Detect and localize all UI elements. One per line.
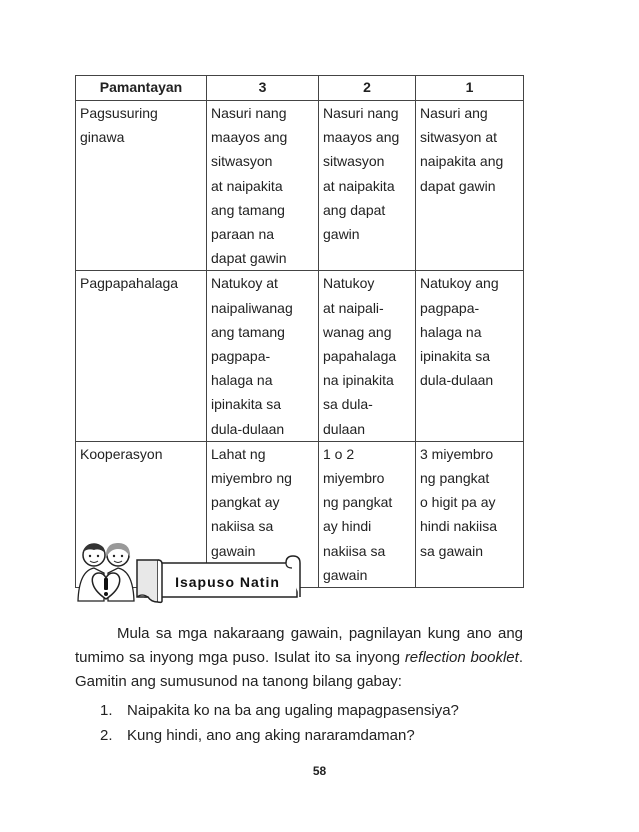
rubric-cell-criterion: [76, 101, 207, 271]
header-score-3: 3: [207, 76, 319, 101]
cell-line: halaga na: [211, 372, 273, 389]
cell-line: Natukoy ang: [420, 275, 499, 292]
cell-line: nakiisa sa: [323, 542, 386, 559]
header-score-1: 1: [416, 76, 524, 101]
rubric-cell-score3: [207, 271, 319, 441]
rubric-cell-score2: [319, 101, 416, 271]
cell-line: dulaan: [323, 420, 366, 437]
cell-line: ginawa: [80, 129, 125, 146]
cell-line: at naipakita: [323, 177, 395, 194]
cell-line: sitwasyon: [211, 153, 273, 170]
cell-line: ng pangkat: [323, 494, 393, 511]
rubric-cell-criterion: [76, 271, 207, 441]
rubric-cell-score2: [319, 441, 416, 587]
question-number: 2.: [100, 727, 113, 744]
cell-line: maayos ang: [211, 129, 288, 146]
cell-line: 3 miyembro: [420, 445, 494, 462]
rubric-row: [76, 271, 524, 441]
cell-line: paraan na: [211, 226, 275, 243]
rubric-cell-score1: [416, 441, 524, 587]
cell-line: miyembro: [323, 470, 385, 487]
header-score-2: 2: [319, 76, 416, 101]
cell-line: sitwasyon: [323, 153, 385, 170]
cell-line: sa gawain: [420, 542, 484, 559]
cell-line: gawin: [323, 226, 360, 243]
cell-line: nakiisa sa: [211, 518, 274, 535]
cell-line: sitwasyon at: [420, 129, 498, 146]
cell-line: Natukoy at: [211, 275, 278, 292]
cell-line: dula-dulaan: [211, 420, 285, 437]
cell-line: hindi nakiisa: [420, 518, 498, 535]
cell-line: gawain: [323, 566, 368, 583]
cell-line: na ipinakita: [323, 372, 394, 389]
page-number: 58: [312, 764, 327, 778]
question-text: Kung hindi, ano ang aking nararamdaman?: [127, 727, 415, 744]
cell-line: pangkat ay: [211, 494, 280, 511]
rubric-cell-score1: [416, 101, 524, 271]
children-heart-icon: [74, 541, 138, 603]
cell-line: ang tamang: [211, 201, 285, 218]
rubric-table: [75, 75, 524, 588]
cell-line: pagpapa-: [211, 348, 271, 365]
cell-line: ang tamang: [211, 323, 285, 340]
question-text: Naipakita ko na ba ang ugaling mapagpasensiya?: [127, 702, 459, 719]
cell-line: dapat gawin: [211, 250, 287, 267]
question-item: [100, 727, 415, 744]
rubric-cell-score1: [416, 271, 524, 441]
cell-line: Lahat ng: [211, 445, 266, 462]
cell-line: Nasuri ang: [420, 105, 488, 121]
header-criterion: Pamantayan: [76, 76, 207, 101]
rubric-header-row: [76, 76, 524, 101]
cell-line: miyembro ng: [211, 470, 292, 487]
cell-line: at naipali-: [323, 299, 384, 316]
cell-line: Kooperasyon: [80, 445, 163, 462]
cell-line: wanag ang: [323, 323, 392, 340]
question-number: 1.: [100, 702, 113, 719]
cell-line: 1 o 2: [323, 445, 355, 462]
cell-line: Natukoy: [323, 275, 375, 292]
cell-line: papahalaga: [323, 348, 397, 365]
cell-line: Nasuri nang: [211, 105, 287, 121]
cell-line: Pagsusuring: [80, 105, 158, 121]
cell-line: naipaliwanag: [211, 299, 293, 316]
instructions-italic: reflection booklet: [404, 649, 519, 666]
cell-line: Nasuri nang: [323, 105, 399, 121]
cell-line: pagpapa-: [420, 299, 480, 316]
cell-line: sa dula-: [323, 396, 373, 413]
cell-line: ay hindi: [323, 518, 372, 535]
rubric-cell-score3: [207, 101, 319, 271]
rubric-row: [76, 101, 524, 271]
question-item: [100, 702, 459, 719]
instructions-paragraph: [75, 622, 523, 694]
cell-line: o higit pa ay: [420, 494, 496, 511]
cell-line: naipakita ang: [420, 153, 504, 170]
cell-line: dapat gawin: [420, 177, 496, 194]
cell-line: ipinakita sa: [420, 348, 491, 365]
instructions-text-2: . Gamitin ang sumusunod na tanong bilang gabay:: [75, 649, 523, 690]
rubric-cell-score2: [319, 271, 416, 441]
cell-line: ng pangkat: [420, 470, 490, 487]
cell-line: Pagpapahalaga: [80, 275, 179, 292]
cell-line: at naipakita: [211, 177, 283, 194]
cell-line: ang dapat: [323, 201, 386, 218]
section-title: Isapuso Natin: [175, 574, 280, 590]
cell-line: gawain: [211, 542, 256, 559]
cell-line: halaga na: [420, 323, 482, 340]
cell-line: ipinakita sa: [211, 396, 282, 413]
instructions-text-1: Mula sa mga nakaraang gawain, pagnilayan kung ano ang tumimo sa inyong mga puso. Isulat ito sa inyong: [75, 625, 523, 666]
cell-line: maayos ang: [323, 129, 400, 146]
cell-line: dula-dulaan: [420, 372, 494, 389]
